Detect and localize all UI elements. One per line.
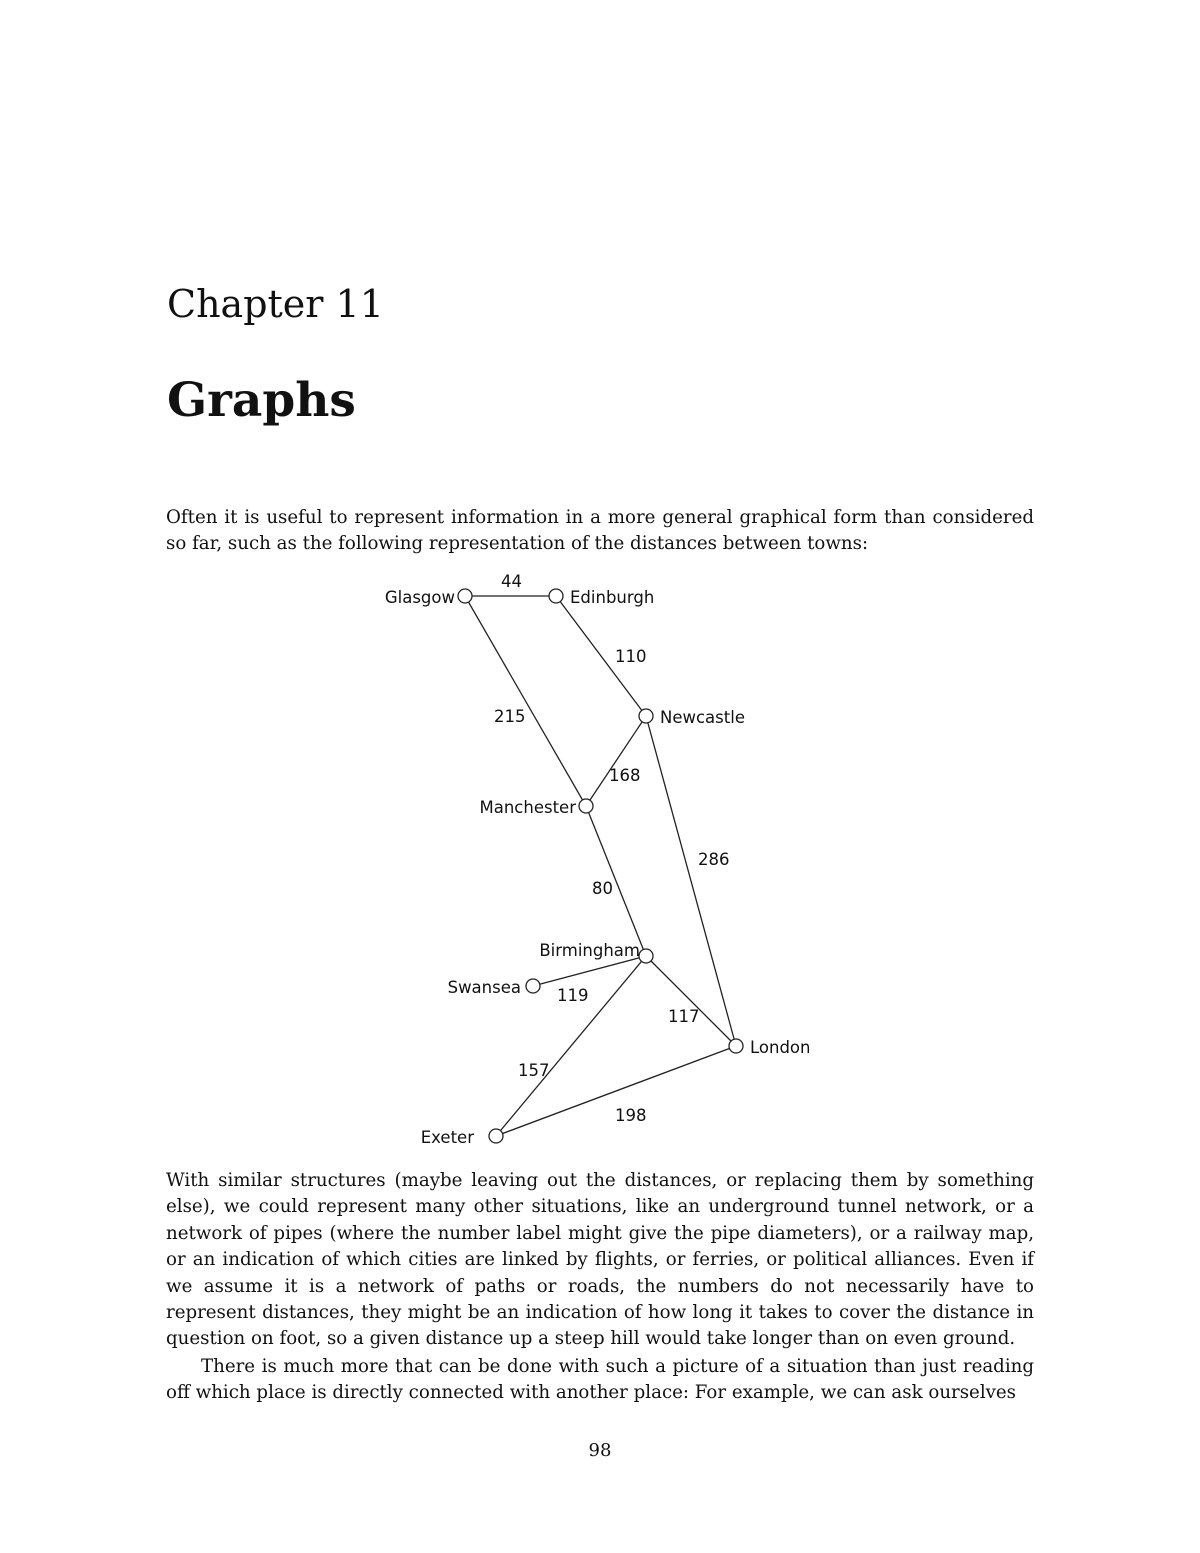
edge-newcastle-london <box>646 716 736 1046</box>
edge-weight-label: 117 <box>668 1007 700 1026</box>
node-birmingham <box>639 949 653 963</box>
body-paragraph: With similar structures (maybe leaving out the distances, or replacing them by something else), we could represent many other situations, like an underground tunnel network, or a network of pipes (where the number label might give the pipe diameters), or a railway map, or an indication of which cities are linked by flights, or ferries, or political alliances. Even if we assume it is a network of paths or roads, the numbers do not necessarily have to represent distances, they might be an indication of how long it takes to cover the distance in question on foot, so a given distance up a steep hill would take longer than on even ground. <box>166 1170 1034 1350</box>
edge-weight-label: 110 <box>615 647 647 666</box>
edge-newcastle-manchester <box>586 716 646 806</box>
edge-weight-label: 168 <box>609 766 641 785</box>
node-label-edinburgh: Edinburgh <box>570 588 655 607</box>
edge-weight-label: 157 <box>518 1061 550 1080</box>
node-manchester <box>579 799 593 813</box>
chapter-label: Chapter 11 <box>167 282 384 326</box>
edge-weight-label: 286 <box>698 850 730 869</box>
edge-weights <box>494 572 730 1125</box>
intro-paragraph: Often it is useful to represent information in a more general graphical form than considered so far, such as the following representation of the distances between towns: <box>166 507 1034 555</box>
edge-weight-label: 44 <box>501 572 522 591</box>
edge-swansea-birmingham <box>533 956 646 986</box>
node-label-london: London <box>750 1038 811 1057</box>
edge-birmingham-london <box>646 956 736 1046</box>
graph-edges <box>465 596 736 1136</box>
edge-weight-label: 198 <box>615 1106 647 1125</box>
node-swansea <box>526 979 540 993</box>
body-paragraph: There is much more that can be done with such a picture of a situation than just reading off which place is directly connected with another place: For example, we can ask ourselves <box>166 1356 1034 1404</box>
node-label-exeter: Exeter <box>420 1128 474 1147</box>
node-label-birmingham: Birmingham <box>539 941 640 960</box>
edge-weight-label: 80 <box>592 879 613 898</box>
node-edinburgh <box>549 589 563 603</box>
chapter-title: Graphs <box>167 373 356 428</box>
node-glasgow <box>458 589 472 603</box>
edge-weight-label: 215 <box>494 707 526 726</box>
node-exeter <box>489 1129 503 1143</box>
node-label-swansea: Swansea <box>447 978 521 997</box>
node-label-glasgow: Glasgow <box>384 588 455 607</box>
node-newcastle <box>639 709 653 723</box>
node-label-newcastle: Newcastle <box>660 708 745 727</box>
edge-glasgow-manchester <box>465 596 586 806</box>
node-label-manchester: Manchester <box>479 798 576 817</box>
page-number: 98 <box>588 1440 612 1461</box>
node-labels <box>385 588 811 1147</box>
edge-weight-label: 119 <box>557 986 589 1005</box>
node-london <box>729 1039 743 1053</box>
